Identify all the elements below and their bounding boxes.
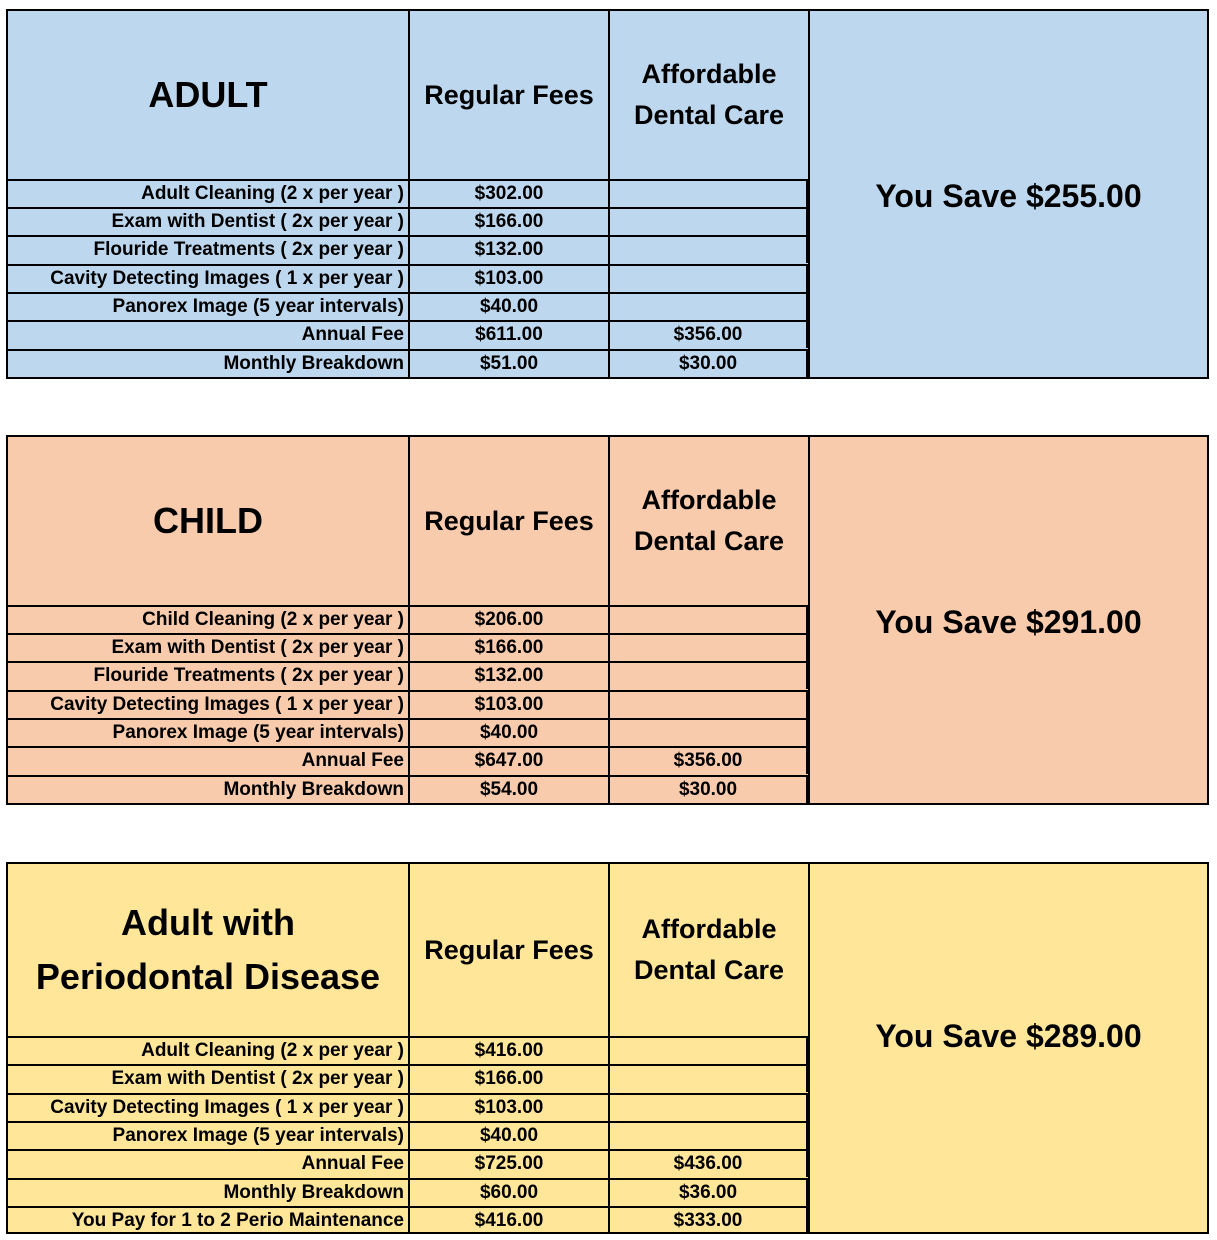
plan-title: [8, 864, 408, 1036]
table-row: [8, 292, 810, 320]
regular-fee: $166.00: [408, 209, 608, 235]
row-label: Adult Cleaning (2 x per year ): [141, 1040, 404, 1061]
affordable-fee: $30.00: [608, 351, 808, 377]
affordable-fee: [608, 692, 808, 718]
regular-fee: $302.00: [408, 181, 608, 207]
regular-fee: $103.00: [408, 266, 608, 292]
regular-fee: $40.00: [408, 294, 608, 320]
plan-title-line1: Adult with: [121, 902, 295, 943]
affordable-fee: [608, 1095, 808, 1121]
table-row: [8, 718, 810, 746]
plan-title: [8, 437, 408, 605]
regular-fee: $132.00: [408, 663, 608, 689]
affordable-header-line1: Affordable: [641, 59, 777, 89]
row-label: Exam with Dentist ( 2x per year ): [111, 637, 404, 658]
savings-text: You Save $255.00: [875, 177, 1142, 214]
affordable-fee: [608, 1038, 808, 1064]
row-label: Flouride Treatments ( 2x per year ): [93, 665, 404, 686]
table-row: [8, 1121, 810, 1149]
table-row: [8, 1206, 810, 1234]
row-label: You Pay for 1 to 2 Perio Maintenance: [71, 1210, 404, 1231]
regular-fee: $51.00: [408, 351, 608, 377]
affordable-header: [610, 864, 808, 1036]
table-row: [8, 179, 810, 207]
affordable-header-line2: Dental Care: [633, 100, 785, 130]
plan-title-text: CHILD: [153, 500, 263, 541]
plan-title-line2: Periodontal Disease: [35, 956, 381, 997]
table-row: [8, 1149, 810, 1177]
regular-fee: $103.00: [408, 1095, 608, 1121]
affordable-header-line1: Affordable: [641, 914, 777, 944]
row-label: Panorex Image (5 year intervals): [112, 1125, 404, 1146]
affordable-fee: [608, 1066, 808, 1092]
table-row: [8, 1178, 810, 1206]
regular-fee: $416.00: [408, 1038, 608, 1064]
regular-fee: $206.00: [408, 607, 608, 633]
savings-label: [810, 151, 1207, 241]
savings-text: You Save $291.00: [875, 603, 1142, 640]
row-label: Panorex Image (5 year intervals): [112, 296, 404, 317]
savings-label: [810, 991, 1207, 1081]
regular-fees-header-text: Regular Fees: [424, 934, 594, 965]
affordable-fee: [608, 237, 808, 263]
affordable-fee: $436.00: [608, 1151, 808, 1177]
row-label: Cavity Detecting Images ( 1 x per year ): [50, 1097, 404, 1118]
affordable-fee: $333.00: [608, 1208, 808, 1234]
savings-label: [810, 577, 1207, 667]
table-row: [8, 661, 810, 689]
row-label: Cavity Detecting Images ( 1 x per year ): [50, 694, 404, 715]
affordable-fee: [608, 720, 808, 746]
regular-fee: $54.00: [408, 777, 608, 803]
affordable-header: [610, 437, 808, 605]
table-row: [8, 605, 810, 633]
row-label: Child Cleaning (2 x per year ): [142, 609, 404, 630]
regular-fee: $103.00: [408, 692, 608, 718]
row-label: Annual Fee: [301, 324, 404, 345]
plan-title: [8, 11, 408, 179]
row-label: Monthly Breakdown: [223, 779, 404, 800]
regular-fee: $166.00: [408, 1066, 608, 1092]
affordable-fee: $356.00: [608, 322, 808, 348]
table-row: [8, 207, 810, 235]
perio-fee-table: [6, 862, 1209, 1234]
savings-text: You Save $289.00: [875, 1017, 1142, 1054]
regular-fee: $132.00: [408, 237, 608, 263]
table-row: [8, 1036, 810, 1064]
affordable-header-line2: Dental Care: [633, 526, 785, 556]
table-row: [8, 320, 810, 348]
regular-fee: $647.00: [408, 748, 608, 774]
affordable-fee: [608, 1123, 808, 1149]
affordable-fee: $30.00: [608, 777, 808, 803]
table-row: [8, 633, 810, 661]
table-row: [8, 775, 810, 803]
regular-fees-header: [410, 864, 608, 1036]
affordable-header: [610, 11, 808, 179]
affordable-header-line2: Dental Care: [633, 955, 785, 985]
table-row: [8, 235, 810, 263]
row-label: Panorex Image (5 year intervals): [112, 722, 404, 743]
affordable-fee: [608, 607, 808, 633]
regular-fee: $60.00: [408, 1180, 608, 1206]
regular-fees-header-text: Regular Fees: [424, 79, 594, 110]
regular-fee: $725.00: [408, 1151, 608, 1177]
affordable-fee: $36.00: [608, 1180, 808, 1206]
row-label: Adult Cleaning (2 x per year ): [141, 183, 404, 204]
regular-fees-header: [410, 11, 608, 179]
regular-fees-header: [410, 437, 608, 605]
row-label: Monthly Breakdown: [223, 353, 404, 374]
table-row: [8, 746, 810, 774]
regular-fee: $40.00: [408, 1123, 608, 1149]
affordable-fee: [608, 294, 808, 320]
plan-title-text: ADULT: [148, 74, 268, 115]
table-row: [8, 1093, 810, 1121]
table-row: [8, 1064, 810, 1092]
table-row: [8, 264, 810, 292]
table-row: [8, 349, 810, 377]
affordable-fee: [608, 635, 808, 661]
regular-fee: $611.00: [408, 322, 608, 348]
affordable-fee: [608, 266, 808, 292]
regular-fee: $416.00: [408, 1208, 608, 1234]
row-label: Exam with Dentist ( 2x per year ): [111, 1068, 404, 1089]
row-label: Flouride Treatments ( 2x per year ): [93, 239, 404, 260]
table-row: [8, 690, 810, 718]
adult-fee-table: [6, 9, 1209, 379]
row-label: Annual Fee: [301, 1153, 404, 1174]
regular-fee: $166.00: [408, 635, 608, 661]
affordable-fee: [608, 209, 808, 235]
regular-fee: $40.00: [408, 720, 608, 746]
affordable-fee: $356.00: [608, 748, 808, 774]
row-label: Monthly Breakdown: [223, 1182, 404, 1203]
row-label: Cavity Detecting Images ( 1 x per year ): [50, 268, 404, 289]
regular-fees-header-text: Regular Fees: [424, 505, 594, 536]
child-fee-table: [6, 435, 1209, 805]
affordable-header-line1: Affordable: [641, 485, 777, 515]
row-label: Exam with Dentist ( 2x per year ): [111, 211, 404, 232]
row-label: Annual Fee: [301, 750, 404, 771]
affordable-fee: [608, 663, 808, 689]
affordable-fee: [608, 181, 808, 207]
